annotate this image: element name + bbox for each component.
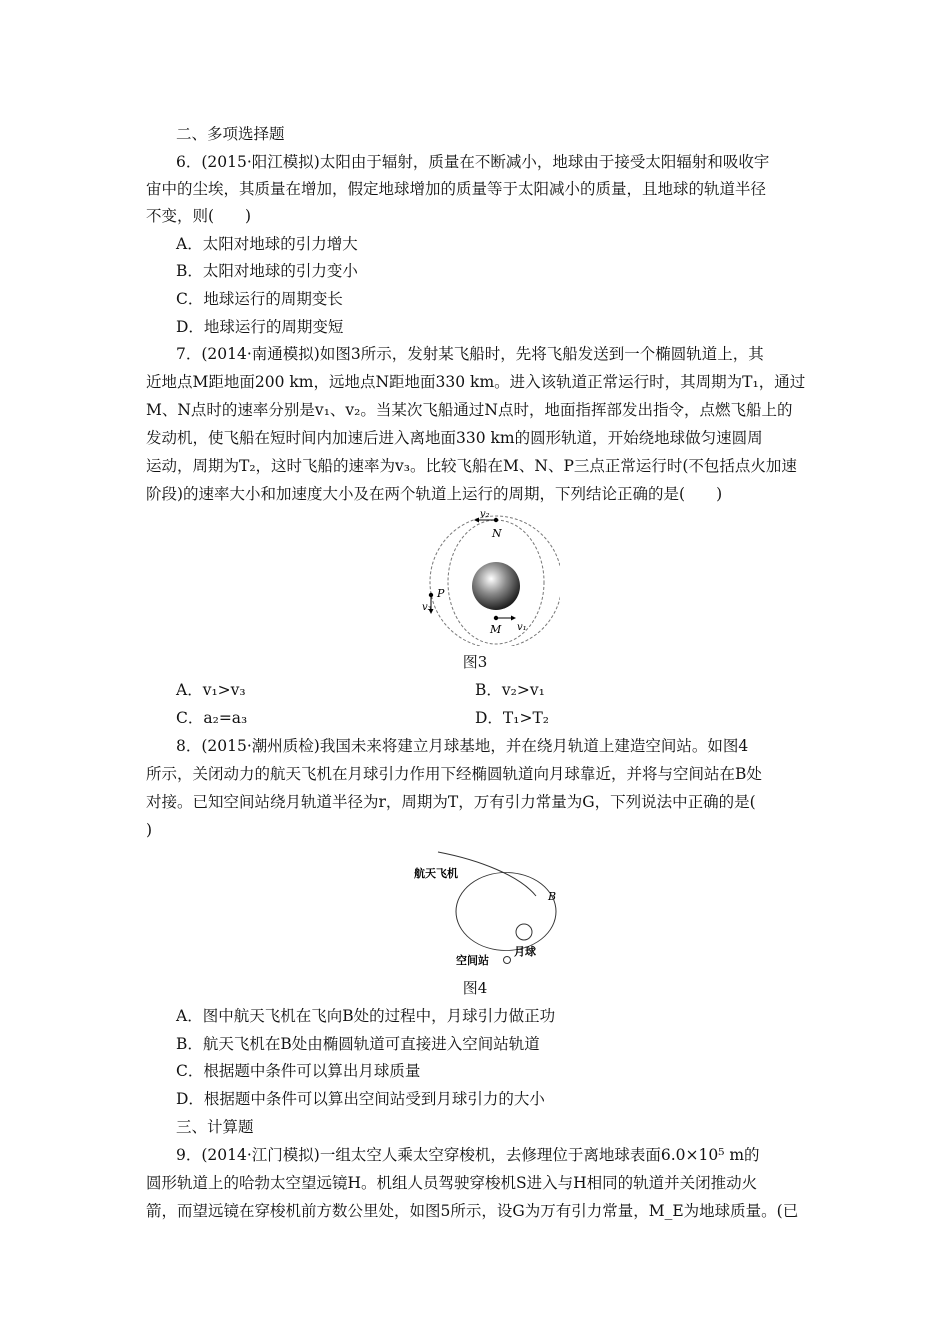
figure-4-docking-diagram [410, 846, 570, 970]
label-m: M [490, 623, 502, 636]
q7-line-1: 7．(2014·南通模拟)如图3所示，发射某飞船时，先将飞船发送到一个椭圆轨道上，其 [176, 345, 764, 363]
q7-line-4: 发动机，使飞船在短时间内加速后进入离地面330 km的圆形轨道，开始绕地球做匀速圆周 [146, 429, 763, 447]
moon [516, 924, 532, 940]
point-m [494, 616, 498, 620]
q7-option-b: B．v₂>v₁ [475, 681, 545, 699]
label-p: P [437, 587, 445, 600]
q6-option-b: B．太阳对地球的引力变小 [176, 262, 358, 280]
q8-option-d: D．根据题中条件可以算出空间站受到月球引力的大小 [176, 1090, 545, 1108]
station-orbit [456, 873, 556, 951]
space-station [504, 957, 511, 964]
label-moon: 月球 [514, 945, 536, 958]
q8-line-2: 所示，关闭动力的航天飞机在月球引力作用下经椭圆轨道向月球靠近，并将与空间站在B处 [146, 765, 762, 783]
velocity-v1-arrowhead [511, 616, 516, 621]
q9-line-1: 9．(2014·江门模拟)一组太空人乘太空穿梭机，去修理位于离地球表面6.0×10⁵ m的 [176, 1146, 760, 1164]
q6-line-3: 不变，则( ) [146, 207, 252, 225]
q8-option-a: A．图中航天飞机在飞向B处的过程中，月球引力做正功 [176, 1007, 556, 1025]
label-n: N [492, 527, 502, 540]
figure-3-caption: 图3 [462, 653, 488, 671]
q7-line-5: 运动，周期为T₂，这时飞船的速率为v₃。比较飞船在M、N、P三点正常运行时(不包括点火加速 [146, 457, 797, 475]
figure-4-caption: 图4 [462, 979, 488, 997]
label-shuttle: 航天飞机 [414, 867, 458, 880]
q9-line-3: 箭，而望远镜在穿梭机前方数公里处，如图5所示，设G为万有引力常量，M_E为地球质量。(已 [146, 1202, 799, 1220]
q6-line-1: 6．(2015·阳江模拟)太阳由于辐射，质量在不断减小，地球由于接受太阳辐射和吸收宇 [176, 153, 770, 171]
label-v3: v₃ [422, 602, 432, 613]
label-v1: v₁ [517, 622, 527, 633]
label-station: 空间站 [456, 954, 489, 967]
q6-option-c: C．地球运行的周期变长 [176, 290, 343, 308]
velocity-v2-arrowhead [474, 518, 479, 523]
q8-line-1: 8．(2015·潮州质检)我国未来将建立月球基地，并在绕月轨道上建造空间站。如图4 [176, 737, 749, 755]
q6-option-d: D．地球运行的周期变短 [176, 318, 344, 336]
label-b: B [548, 890, 557, 903]
point-n [494, 518, 498, 522]
q8-line-3: 对接。已知空间站绕月轨道半径为r，周期为T，万有引力常量为G，下列说法中正确的是( [146, 793, 756, 811]
figure-3-orbit-diagram [410, 506, 560, 646]
q7-line-2: 近地点M距地面200 km，远地点N距地面330 km。进入该轨道正常运行时，其周期为T₁，通过 [146, 373, 806, 391]
point-p [429, 593, 433, 597]
q6-line-2: 宙中的尘埃，其质量在增加，假定地球增加的质量等于太阳减小的质量，且地球的轨道半径 [146, 180, 767, 198]
q9-line-2: 圆形轨道上的哈勃太空望远镜H。机组人员驾驶穿梭机S进入与H相同的轨道并关闭推动火 [146, 1174, 758, 1192]
q7-line-3: M、N点时的速率分别是v₁、v₂。当某次飞船通过N点时，地面指挥部发出指令，点燃飞船上的 [146, 401, 793, 419]
q7-option-d: D．T₁>T₂ [475, 709, 550, 727]
q6-option-a: A．太阳对地球的引力增大 [176, 235, 358, 253]
q7-option-a: A．v₁>v₃ [176, 681, 246, 699]
q8-line-4: ) [146, 821, 153, 839]
label-v2: v₂ [480, 509, 490, 520]
q7-line-6: 阶段)的速率大小和加速度大小及在两个轨道上运行的周期，下列结论正确的是( ) [146, 485, 723, 503]
earth [472, 562, 520, 610]
section-heading-multiple-choice: 二、多项选择题 [176, 125, 285, 143]
q7-option-c: C．a₂=a₃ [176, 709, 248, 727]
section-heading-calculation: 三、计算题 [176, 1118, 254, 1136]
q8-option-c: C．根据题中条件可以算出月球质量 [176, 1062, 421, 1080]
q8-option-b: B．航天飞机在B处由椭圆轨道可直接进入空间站轨道 [176, 1035, 540, 1053]
